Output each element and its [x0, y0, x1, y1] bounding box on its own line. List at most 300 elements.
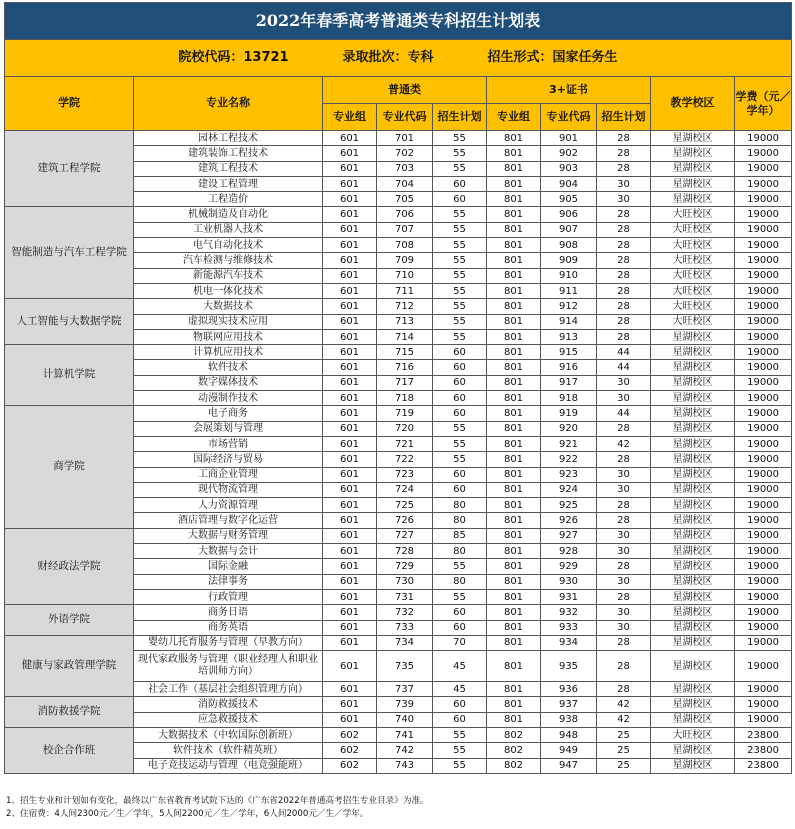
cert-code: 926	[541, 513, 597, 528]
general-group: 601	[323, 207, 377, 222]
general-code: 706	[377, 207, 433, 222]
general-plan: 55	[433, 299, 487, 314]
cert-group: 801	[487, 406, 541, 421]
cert-code: 924	[541, 482, 597, 497]
general-group: 601	[323, 268, 377, 283]
general-group: 602	[323, 758, 377, 773]
general-group: 601	[323, 482, 377, 497]
cert-plan: 30	[597, 605, 651, 620]
fee: 19000	[735, 544, 792, 559]
fee: 19000	[735, 238, 792, 253]
general-group: 601	[323, 406, 377, 421]
general-group: 601	[323, 528, 377, 543]
campus: 星湖校区	[651, 513, 735, 528]
general-code: 740	[377, 712, 433, 727]
general-group: 601	[323, 635, 377, 650]
header-campus: 教学校区	[651, 77, 735, 131]
general-plan: 55	[433, 222, 487, 237]
cert-code: 919	[541, 406, 597, 421]
cert-group: 801	[487, 482, 541, 497]
cert-group: 801	[487, 651, 541, 682]
general-group: 601	[323, 375, 377, 390]
cert-plan: 30	[597, 391, 651, 406]
fee: 19000	[735, 268, 792, 283]
cert-group: 801	[487, 528, 541, 543]
cert-code: 947	[541, 758, 597, 773]
campus: 大旺校区	[651, 238, 735, 253]
table-row	[5, 207, 792, 222]
cert-group: 801	[487, 345, 541, 360]
cert-code: 934	[541, 635, 597, 650]
general-code: 737	[377, 682, 433, 697]
cert-plan: 25	[597, 727, 651, 742]
cert-plan: 44	[597, 406, 651, 421]
general-plan: 55	[433, 329, 487, 344]
table-title: 2022年春季高考普通类专科招生计划表	[5, 3, 792, 40]
fee: 19000	[735, 528, 792, 543]
cert-plan: 42	[597, 436, 651, 451]
fee: 19000	[735, 314, 792, 329]
general-group: 601	[323, 574, 377, 589]
cert-code: 903	[541, 161, 597, 176]
major-name: 工业机器人技术	[134, 222, 323, 237]
college-name: 人工智能与大数据学院	[5, 299, 134, 345]
campus: 星湖校区	[651, 544, 735, 559]
cert-group: 801	[487, 207, 541, 222]
fee: 19000	[735, 161, 792, 176]
cert-plan: 28	[597, 299, 651, 314]
cert-group: 801	[487, 375, 541, 390]
college-name: 计算机学院	[5, 345, 134, 406]
general-plan: 60	[433, 360, 487, 375]
table-row	[5, 697, 792, 712]
campus: 星湖校区	[651, 391, 735, 406]
general-plan: 55	[433, 161, 487, 176]
general-group: 601	[323, 559, 377, 574]
campus: 星湖校区	[651, 498, 735, 513]
general-code: 739	[377, 697, 433, 712]
campus: 星湖校区	[651, 574, 735, 589]
cert-code: 920	[541, 421, 597, 436]
cert-plan: 28	[597, 513, 651, 528]
plan-sheet	[4, 2, 791, 774]
college-name: 商学院	[5, 406, 134, 528]
general-plan: 45	[433, 682, 487, 697]
table-row	[5, 299, 792, 314]
general-plan: 85	[433, 528, 487, 543]
cert-plan: 25	[597, 758, 651, 773]
cert-code: 935	[541, 651, 597, 682]
cert-group: 801	[487, 238, 541, 253]
major-name: 大数据与财务管理	[134, 528, 323, 543]
header-cert: 3+证书	[487, 77, 651, 104]
campus: 星湖校区	[651, 329, 735, 344]
major-name: 计算机应用技术	[134, 345, 323, 360]
campus: 星湖校区	[651, 176, 735, 191]
table-row	[5, 406, 792, 421]
info-bar	[5, 40, 792, 77]
campus: 星湖校区	[651, 635, 735, 650]
cert-code: 913	[541, 329, 597, 344]
fee: 23800	[735, 727, 792, 742]
campus: 星湖校区	[651, 360, 735, 375]
campus: 星湖校区	[651, 467, 735, 482]
fee: 19000	[735, 345, 792, 360]
cert-group: 801	[487, 131, 541, 146]
fee: 23800	[735, 743, 792, 758]
general-code: 742	[377, 743, 433, 758]
footnote-2: 2、住宿费：4人间2300元／生／学年，5人间2200元／生／学年，6人间2000元／生／学年。	[6, 809, 369, 819]
table-body	[5, 131, 792, 774]
general-code: 731	[377, 589, 433, 604]
campus: 星湖校区	[651, 697, 735, 712]
cert-code: 929	[541, 559, 597, 574]
general-code: 703	[377, 161, 433, 176]
cert-code: 901	[541, 131, 597, 146]
cert-plan: 30	[597, 574, 651, 589]
cert-group: 801	[487, 513, 541, 528]
cert-group: 801	[487, 452, 541, 467]
campus: 大旺校区	[651, 283, 735, 298]
campus: 星湖校区	[651, 146, 735, 161]
general-group: 601	[323, 452, 377, 467]
cert-plan: 28	[597, 651, 651, 682]
campus: 星湖校区	[651, 345, 735, 360]
cert-group: 802	[487, 727, 541, 742]
cert-group: 801	[487, 314, 541, 329]
table-row	[5, 605, 792, 620]
cert-code: 925	[541, 498, 597, 513]
general-code: 735	[377, 651, 433, 682]
general-group: 601	[323, 498, 377, 513]
cert-code: 930	[541, 574, 597, 589]
general-group: 602	[323, 727, 377, 742]
table-row	[5, 345, 792, 360]
cert-plan: 28	[597, 131, 651, 146]
major-name: 大数据与会计	[134, 544, 323, 559]
general-plan: 60	[433, 375, 487, 390]
major-name: 数字媒体技术	[134, 375, 323, 390]
major-name: 行政管理	[134, 589, 323, 604]
general-plan: 55	[433, 421, 487, 436]
fee: 19000	[735, 207, 792, 222]
campus: 星湖校区	[651, 651, 735, 682]
general-group: 601	[323, 712, 377, 727]
general-code: 719	[377, 406, 433, 421]
fee: 19000	[735, 605, 792, 620]
major-name: 电子商务	[134, 406, 323, 421]
fee: 19000	[735, 559, 792, 574]
major-name: 国际金融	[134, 559, 323, 574]
general-plan: 55	[433, 131, 487, 146]
cert-plan: 30	[597, 176, 651, 191]
campus: 星湖校区	[651, 559, 735, 574]
general-code: 707	[377, 222, 433, 237]
general-group: 601	[323, 345, 377, 360]
footnote-1: 1、招生专业和计划如有变化，最终以广东省教育考试院下达的《广东省2022年普通高考招生专业目录》为准。	[6, 796, 429, 806]
cert-code: 917	[541, 375, 597, 390]
major-name: 建筑装饰工程技术	[134, 146, 323, 161]
fee: 19000	[735, 131, 792, 146]
fee: 19000	[735, 589, 792, 604]
cert-code: 948	[541, 727, 597, 742]
campus: 星湖校区	[651, 192, 735, 207]
cert-code: 933	[541, 620, 597, 635]
cert-code: 904	[541, 176, 597, 191]
general-group: 601	[323, 146, 377, 161]
cert-code: 914	[541, 314, 597, 329]
cert-plan: 28	[597, 238, 651, 253]
cert-plan: 30	[597, 544, 651, 559]
general-plan: 60	[433, 620, 487, 635]
cert-plan: 30	[597, 482, 651, 497]
campus: 星湖校区	[651, 161, 735, 176]
fee: 19000	[735, 375, 792, 390]
campus: 星湖校区	[651, 620, 735, 635]
general-plan: 80	[433, 574, 487, 589]
cert-plan: 28	[597, 161, 651, 176]
major-name: 酒店管理与数字化运营	[134, 513, 323, 528]
cert-code: 910	[541, 268, 597, 283]
cert-group: 801	[487, 467, 541, 482]
general-group: 601	[323, 421, 377, 436]
general-plan: 80	[433, 544, 487, 559]
campus: 星湖校区	[651, 743, 735, 758]
general-code: 726	[377, 513, 433, 528]
college-name: 财经政法学院	[5, 528, 134, 604]
enrollment-form: 招生形式：国家任务生	[487, 49, 618, 65]
cert-plan: 44	[597, 360, 651, 375]
major-name: 社会工作（基层社会组织管理方向）	[134, 682, 323, 697]
major-name: 园林工程技术	[134, 131, 323, 146]
general-plan: 60	[433, 482, 487, 497]
general-group: 601	[323, 176, 377, 191]
major-name: 建设工程管理	[134, 176, 323, 191]
fee: 19000	[735, 436, 792, 451]
college-name: 智能制造与汽车工程学院	[5, 207, 134, 299]
general-group: 601	[323, 238, 377, 253]
major-name: 现代家政服务与管理（职业经理人和职业培训师方向）	[134, 651, 323, 682]
general-plan: 60	[433, 605, 487, 620]
general-group: 601	[323, 192, 377, 207]
cert-group: 801	[487, 253, 541, 268]
general-plan: 55	[433, 283, 487, 298]
general-code: 715	[377, 345, 433, 360]
general-code: 705	[377, 192, 433, 207]
general-group: 601	[323, 697, 377, 712]
major-name: 商务英语	[134, 620, 323, 635]
cert-group: 801	[487, 360, 541, 375]
general-code: 702	[377, 146, 433, 161]
cert-group: 802	[487, 743, 541, 758]
general-code: 743	[377, 758, 433, 773]
cert-group: 801	[487, 544, 541, 559]
general-code: 727	[377, 528, 433, 543]
general-group: 601	[323, 253, 377, 268]
fee: 19000	[735, 222, 792, 237]
header-general-plan: 招生计划	[433, 104, 487, 131]
general-plan: 60	[433, 345, 487, 360]
campus: 大旺校区	[651, 222, 735, 237]
fee: 19000	[735, 482, 792, 497]
campus: 星湖校区	[651, 482, 735, 497]
general-code: 708	[377, 238, 433, 253]
major-name: 机械制造及自动化	[134, 207, 323, 222]
cert-group: 801	[487, 574, 541, 589]
cert-group: 801	[487, 391, 541, 406]
fee: 19000	[735, 391, 792, 406]
header-general: 普通类	[323, 77, 487, 104]
major-name: 汽车检测与维修技术	[134, 253, 323, 268]
header-cert-group: 专业组	[487, 104, 541, 131]
cert-code: 906	[541, 207, 597, 222]
general-code: 741	[377, 727, 433, 742]
campus: 星湖校区	[651, 406, 735, 421]
major-name: 法律事务	[134, 574, 323, 589]
cert-plan: 28	[597, 635, 651, 650]
cert-group: 801	[487, 635, 541, 650]
general-code: 713	[377, 314, 433, 329]
campus: 星湖校区	[651, 589, 735, 604]
major-name: 新能源汽车技术	[134, 268, 323, 283]
fee: 19000	[735, 329, 792, 344]
general-group: 601	[323, 436, 377, 451]
general-group: 601	[323, 131, 377, 146]
fee: 19000	[735, 299, 792, 314]
major-name: 现代物流管理	[134, 482, 323, 497]
cert-code: 938	[541, 712, 597, 727]
general-plan: 55	[433, 268, 487, 283]
cert-code: 911	[541, 283, 597, 298]
cert-plan: 25	[597, 743, 651, 758]
general-code: 722	[377, 452, 433, 467]
general-group: 601	[323, 682, 377, 697]
cert-plan: 28	[597, 146, 651, 161]
campus: 大旺校区	[651, 299, 735, 314]
cert-plan: 30	[597, 620, 651, 635]
general-code: 725	[377, 498, 433, 513]
cert-group: 801	[487, 176, 541, 191]
general-code: 704	[377, 176, 433, 191]
fee: 19000	[735, 452, 792, 467]
general-plan: 60	[433, 697, 487, 712]
fee: 19000	[735, 651, 792, 682]
general-code: 724	[377, 482, 433, 497]
major-name: 消防救援技术	[134, 697, 323, 712]
fee: 19000	[735, 697, 792, 712]
college-name: 校企合作班	[5, 727, 134, 773]
campus: 大旺校区	[651, 253, 735, 268]
fee: 19000	[735, 467, 792, 482]
major-name: 虚拟现实技术应用	[134, 314, 323, 329]
general-plan: 55	[433, 253, 487, 268]
general-code: 721	[377, 436, 433, 451]
cert-group: 801	[487, 436, 541, 451]
table-row	[5, 131, 792, 146]
header-cert-plan: 招生计划	[597, 104, 651, 131]
cert-group: 801	[487, 589, 541, 604]
cert-plan: 28	[597, 253, 651, 268]
cert-code: 922	[541, 452, 597, 467]
campus: 大旺校区	[651, 314, 735, 329]
college-name: 外语学院	[5, 605, 134, 636]
fee: 19000	[735, 192, 792, 207]
fee: 19000	[735, 498, 792, 513]
cert-group: 801	[487, 299, 541, 314]
general-code: 701	[377, 131, 433, 146]
cert-code: 905	[541, 192, 597, 207]
fee: 19000	[735, 620, 792, 635]
cert-plan: 28	[597, 498, 651, 513]
school-code: 院校代码：13721	[178, 49, 289, 65]
general-group: 601	[323, 283, 377, 298]
cert-plan: 42	[597, 697, 651, 712]
fee: 19000	[735, 176, 792, 191]
header-cert-code: 专业代码	[541, 104, 597, 131]
general-group: 601	[323, 605, 377, 620]
major-name: 工程造价	[134, 192, 323, 207]
general-code: 734	[377, 635, 433, 650]
cert-plan: 28	[597, 283, 651, 298]
campus: 星湖校区	[651, 682, 735, 697]
cert-code: 915	[541, 345, 597, 360]
cert-plan: 28	[597, 207, 651, 222]
cert-plan: 42	[597, 712, 651, 727]
enrollment-plan-table	[4, 2, 792, 774]
general-group: 601	[323, 544, 377, 559]
major-name: 人力资源管理	[134, 498, 323, 513]
general-group: 601	[323, 314, 377, 329]
general-plan: 45	[433, 651, 487, 682]
fee: 19000	[735, 513, 792, 528]
cert-group: 801	[487, 192, 541, 207]
campus: 星湖校区	[651, 605, 735, 620]
cert-plan: 28	[597, 329, 651, 344]
footnotes	[6, 795, 429, 821]
cert-plan: 28	[597, 222, 651, 237]
cert-group: 801	[487, 697, 541, 712]
general-code: 714	[377, 329, 433, 344]
cert-code: 923	[541, 467, 597, 482]
general-plan: 55	[433, 727, 487, 742]
major-name: 工商企业管理	[134, 467, 323, 482]
cert-code: 949	[541, 743, 597, 758]
header-fee: 学费（元／学年）	[735, 77, 792, 131]
cert-code: 931	[541, 589, 597, 604]
general-code: 718	[377, 391, 433, 406]
general-plan: 55	[433, 314, 487, 329]
general-code: 733	[377, 620, 433, 635]
general-code: 712	[377, 299, 433, 314]
admission-batch: 录取批次：专科	[342, 49, 434, 65]
cert-plan: 30	[597, 528, 651, 543]
fee: 19000	[735, 421, 792, 436]
major-name: 市场营销	[134, 436, 323, 451]
general-plan: 55	[433, 207, 487, 222]
general-group: 601	[323, 360, 377, 375]
cert-group: 801	[487, 283, 541, 298]
fee: 19000	[735, 712, 792, 727]
cert-code: 912	[541, 299, 597, 314]
college-name: 健康与家政管理学院	[5, 635, 134, 697]
general-code: 710	[377, 268, 433, 283]
major-name: 电子竞技运动与管理（电竞强能班）	[134, 758, 323, 773]
campus: 星湖校区	[651, 712, 735, 727]
major-name: 动漫制作技术	[134, 391, 323, 406]
general-group: 601	[323, 299, 377, 314]
table-row	[5, 727, 792, 742]
fee: 19000	[735, 635, 792, 650]
